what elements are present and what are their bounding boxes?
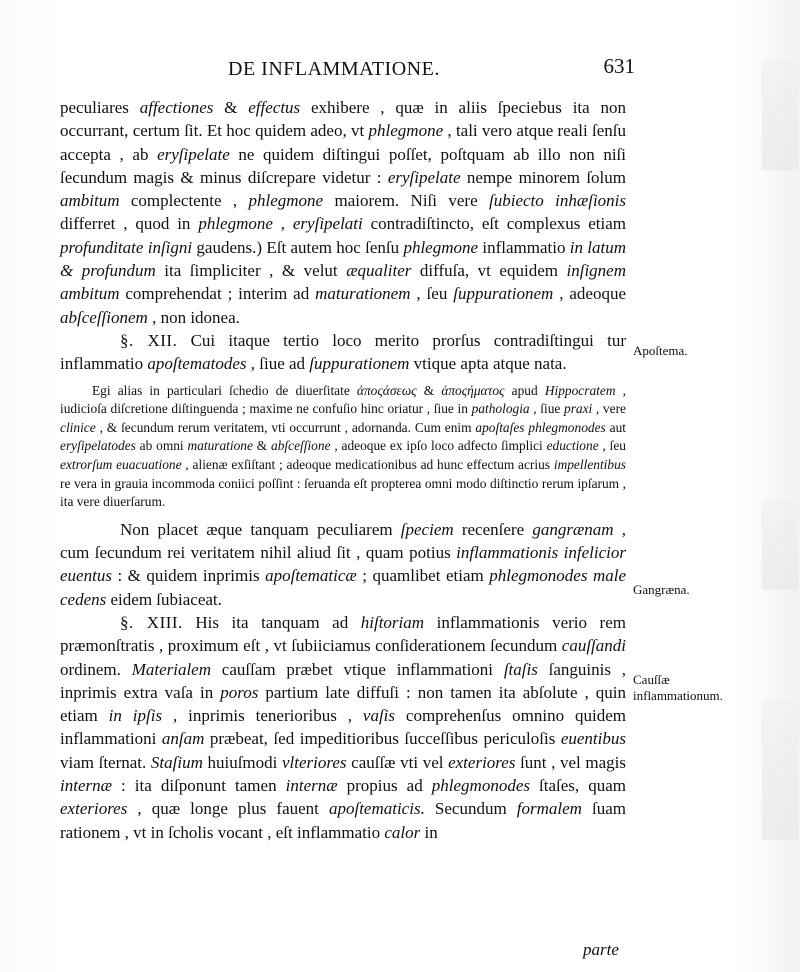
italic-term: phlegmone: [248, 191, 324, 211]
italic-term: formalem: [516, 799, 582, 819]
text-run: , & ſecundum rerum veritatem, vti occurrunt , adornanda. Cum enim: [95, 419, 476, 435]
text-run: , vere: [592, 401, 626, 417]
italic-term: Hippocratem: [544, 382, 616, 398]
italic-term: ambitum: [60, 191, 120, 211]
italic-term: poros: [220, 682, 259, 702]
text-run: huiuſmodi: [202, 752, 282, 772]
italic-term: phlegmone: [368, 121, 444, 141]
italic-term: Staſium: [150, 752, 203, 772]
italic-term: clinice: [60, 419, 96, 435]
italic-term: eductione: [546, 438, 599, 454]
italic-term: inſignem ambitum: [60, 261, 626, 304]
italic-term: praxi: [564, 401, 593, 417]
italic-term: vlteriores: [282, 752, 347, 772]
text-run: nempe minorem ſolum: [460, 167, 626, 187]
text-run: , quæ longe plus fauent: [127, 799, 329, 819]
italic-term: impellentibus: [553, 456, 626, 472]
text-run: : ita diſponunt tamen: [111, 775, 286, 795]
italic-term: apoſtematicæ: [265, 566, 357, 586]
italic-term: affectiones: [139, 98, 214, 117]
text-run: , iudicioſa diſcretione diſtinguenda ; maxime ne confuſio hinc oriatur , ſiue in: [60, 382, 626, 417]
text-run: partium late diffuſi : non tamen ita abſolute , quin etiam: [60, 682, 626, 726]
section-number: §. XII.: [120, 330, 178, 350]
text-run: , non idonea.: [147, 307, 240, 327]
italic-term: apoſtematicis.: [328, 799, 425, 819]
text-run: ne quidem diſtingui poſſet, poſtquam ab illo non niſi ſecundum magis & minus diſcrepare videtur :: [60, 144, 626, 187]
text-run: ſunt , vel magis: [515, 752, 626, 772]
italic-term: exteriores: [60, 799, 128, 819]
text-run: , ſeu: [598, 438, 626, 454]
text-run: , adeoque: [553, 284, 626, 304]
text-run: præbeat, ſed impeditioribus ſucceſſibus periculoſis: [204, 729, 561, 749]
margin-note-apostema: Apoſtema.: [633, 343, 688, 358]
section-xiii-paragraph: [60, 611, 626, 844]
italic-term: eryſipelate: [157, 144, 230, 164]
italic-term: ſpeciem: [400, 519, 454, 539]
text-run: , ſeu: [410, 284, 454, 304]
italic-term: maturatione: [187, 438, 253, 454]
text-run: Non placet æque tanquam peculiarem: [120, 519, 401, 539]
text-run: diffuſa, vt equidem: [411, 261, 567, 281]
text-run: cauſſam præbet vtique inflammationi: [211, 659, 504, 679]
text-run: maiorem. Niſi vere: [323, 191, 490, 211]
text-run: aut: [605, 419, 626, 435]
italic-term: internæ: [60, 775, 112, 795]
italic-term: internæ: [285, 775, 338, 795]
text-run: ; quamlibet etiam: [356, 566, 490, 586]
text-run: inflammatio: [478, 237, 570, 257]
catchword: parte: [583, 940, 619, 959]
margin-note-caussae: Cauſſæ inflammationum.: [633, 672, 723, 703]
text-run: &: [416, 382, 442, 398]
main-text: [60, 96, 626, 844]
text-run: re vera in grauia incommoda coniici poſſint : ſeruanda eſt propterea omni modo diſtinctio rerum ipſarum , ita vere diuerſarum.: [60, 475, 626, 510]
text-run: differret , quod in: [60, 214, 199, 234]
text-run: vtique apta atque nata.: [409, 354, 567, 374]
italic-term: cauſſandi: [561, 636, 626, 656]
text-run: &: [213, 98, 249, 117]
italic-term: ſtaſis: [503, 659, 538, 679]
page-number: 631: [603, 54, 635, 78]
text-run: , alienæ exſiſtant ; adeoque medicationibus ad hunc effectum acrius: [181, 456, 554, 472]
italic-term: ἀποςάσεως: [356, 382, 417, 398]
facing-page-bleed: [762, 500, 798, 590]
italic-term: æqualiter: [346, 261, 412, 281]
italic-term: abſceſſione: [271, 438, 331, 454]
italic-term: extrorſum euacuatione: [60, 456, 182, 472]
text-run: recenſere: [453, 519, 533, 539]
italic-term: Materialem: [131, 659, 212, 679]
italic-term: apoſtaſes phlegmonodes: [475, 419, 606, 435]
italic-term: apoſtematodes: [147, 354, 247, 374]
text-run: ordinem.: [60, 659, 132, 679]
text-run: ab omni: [135, 438, 188, 454]
italic-term: ἀποςήματος: [441, 382, 505, 398]
text-run: Secundum: [424, 799, 517, 819]
text-run: , adeoque ex ipſo loco adfecto ſimplici: [330, 438, 547, 454]
text-run: apud: [504, 382, 545, 398]
text-run: exhibere , quæ in aliis ſpeciebus ita non occurrant, certum ſit. Et hoc quidem adeo, vt: [60, 98, 626, 141]
text-run: cauſſæ vti vel: [346, 752, 449, 772]
text-run: peculiares: [60, 98, 140, 117]
italic-term: abſceſſionem: [60, 307, 148, 327]
italic-term: exteriores: [448, 752, 516, 772]
text-run: , ſiue: [529, 401, 565, 417]
italic-term: phlegmonodes male cedens: [60, 566, 626, 609]
italic-term: inflammationis infelicior euentus: [60, 543, 626, 586]
italic-term: calor: [384, 822, 421, 842]
text-run: His ita tanquam ad: [182, 612, 361, 632]
italic-term: phlegmone: [198, 214, 273, 234]
text-run: contradiſtincto, eſt complexus etiam: [362, 214, 627, 234]
text-run: inflammationis verio rem præmonſtratis , proximum eſt , vt ſubiiciamus conſiderationem ſecundum: [60, 612, 626, 656]
footnote-paragraph: [60, 382, 626, 512]
italic-term: eryſipelatodes: [60, 438, 136, 454]
section-number: §. XIII.: [120, 612, 183, 632]
text-run: ſuam rationem , vt in ſcholis vocant , eſt inflammatio: [60, 799, 626, 842]
paragraph: [60, 96, 626, 329]
text-run: eidem ſubiaceat.: [106, 589, 222, 609]
italic-term: profunditate inſigni: [60, 237, 193, 257]
italic-term: ſuppurationem: [309, 354, 410, 374]
italic-term: ſuppurationem: [453, 284, 554, 304]
text-run: , tali vero atque reali ſenſu accepta , ab: [60, 121, 626, 164]
text-run: &: [252, 438, 272, 454]
text-run: ſanguinis , inprimis extra vaſa in: [60, 659, 626, 702]
italic-term: effectus: [248, 98, 301, 117]
text-run: gaudens.) Eſt autem hoc ſenſu: [192, 237, 404, 257]
page-header: [60, 54, 635, 86]
italic-term: hiſtoriam: [360, 612, 425, 632]
text-run: Cui itaque tertio loco merito prorſus contradiſtingui tur inflammatio: [60, 330, 626, 374]
italic-term: ſubiecto inhæſionis: [489, 191, 627, 211]
italic-term: euentibus: [560, 729, 626, 749]
section-xii-paragraph: [60, 329, 626, 376]
text-run: ,: [272, 214, 293, 234]
italic-term: phlegmone: [403, 237, 479, 257]
text-run: , cum ſecundum rei veritatem nihil aliud ſit , quam potius: [60, 519, 626, 563]
italic-term: phlegmonodes: [431, 775, 530, 795]
text-run: , inprimis tenerioribus ,: [162, 706, 363, 726]
text-run: viam ſternat.: [60, 752, 151, 772]
text-run: Egi alias in particulari ſchedio de diuerſitate: [92, 382, 357, 398]
text-run: ſtaſes, quam: [530, 775, 626, 795]
paragraph: [60, 518, 626, 611]
text-run: , ſiue ad: [246, 354, 310, 374]
margin-note-gangraena: Gangræna.: [633, 582, 690, 597]
text-run: : & quidem inprimis: [111, 566, 266, 586]
facing-page-bleed: [762, 60, 798, 170]
italic-term: in latum & profundum: [60, 237, 626, 281]
italic-term: vaſis: [362, 706, 396, 726]
italic-term: pathologia: [471, 401, 530, 417]
text-run: ita ſimpliciter , & velut: [155, 261, 347, 281]
text-run: comprehendat ; interim ad: [119, 284, 316, 304]
italic-term: maturationem: [315, 284, 411, 304]
text-run: comprehenſus omnino quidem inflammationi: [60, 706, 626, 749]
facing-page-bleed: [762, 700, 798, 840]
text-run: in: [420, 822, 438, 842]
italic-term: anſam: [161, 729, 205, 749]
running-title: DE INFLAMMATIONE.: [228, 58, 440, 80]
italic-term: gangrænam: [532, 519, 614, 539]
italic-term: eryſipelate: [387, 167, 461, 187]
italic-term: in ipſis: [108, 706, 163, 726]
text-run: propius ad: [337, 775, 432, 795]
italic-term: eryſipelati: [292, 214, 363, 234]
text-run: complectente ,: [119, 191, 249, 211]
